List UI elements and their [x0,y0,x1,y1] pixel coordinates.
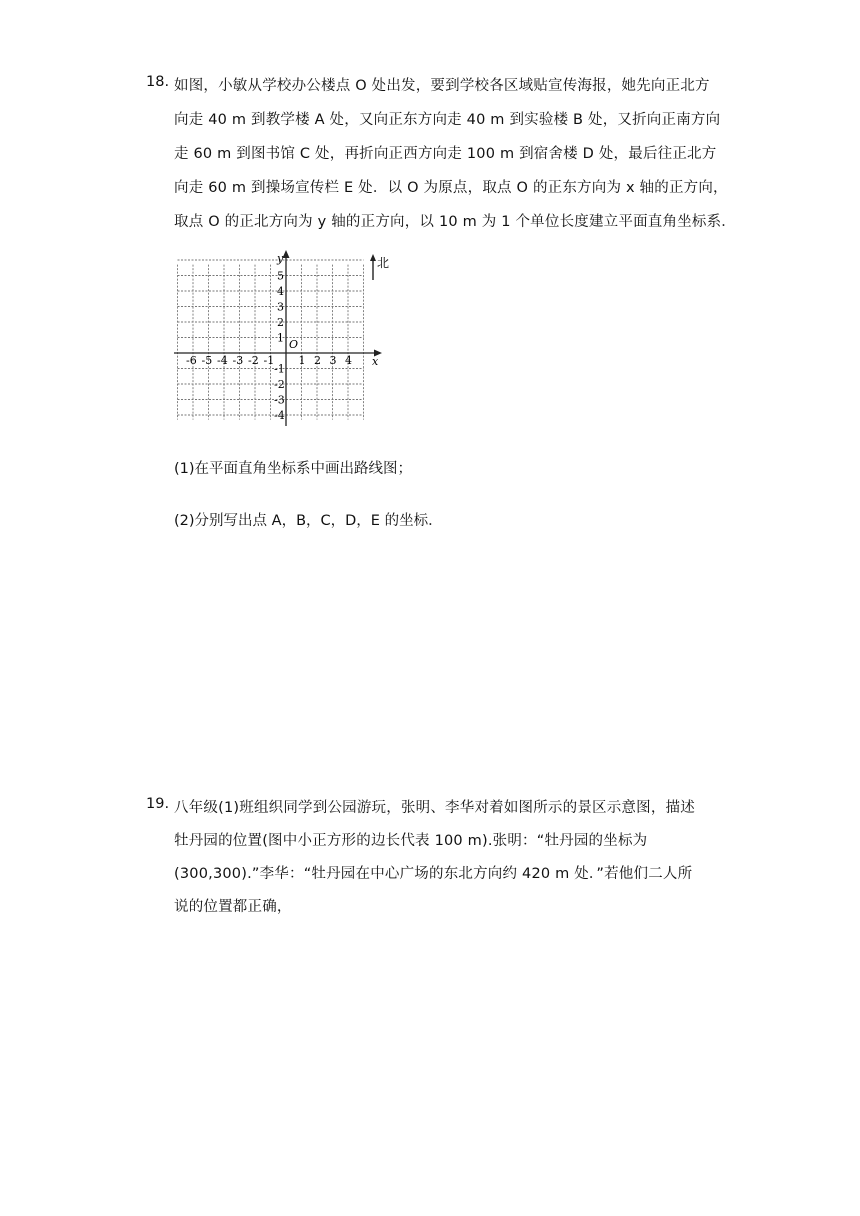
coordinate-grid-figure [170,248,400,430]
y-tick-label: 5 [277,269,284,283]
y-tick-label: 4 [277,285,284,298]
y-tick-label: -1 [274,362,285,376]
q18-text-line-2: 向走 40 m 到教学楼 A 处，又向正东方向走 40 m 到实验楼 B 处，又折向正南方向 [174,112,721,128]
x-tick-label: -4 [217,354,228,367]
q18-text-line-4: 向走 60 m 到操场宣传栏 E 处．以 O 为原点，取点 O 的正东方向为 x 轴的正方向， [174,180,728,196]
y-tick-label: 1 [277,331,284,345]
q19-text-line-1: 八年级(1)班组织同学到公园游玩，张明、李华对着如图所示的景区示意图，描述 [174,800,695,816]
coordinate-grid [170,248,400,430]
north-arrow-head-icon [370,254,376,261]
question-18-number: 18. [146,74,170,90]
x-tick-label: -6 [186,354,197,367]
x-tick-label: -3 [232,354,244,367]
y-tick-label: 2 [277,316,284,329]
x-tick-label: -5 [201,354,213,367]
question-19-number: 19. [146,796,170,812]
y-axis-label: y [277,252,284,265]
q19-text-line-2: 牡丹园的位置(图中小正方形的边长代表 100 m).张明：“牡丹园的坐标为 [174,833,648,849]
q18-subquestion-1: (1)在平面直角坐标系中画出路线图； [174,461,413,477]
q18-subquestion-2: (2)分别写出点 A，B，C，D，E 的坐标． [174,513,443,529]
q19-text-line-3: (300,300).”李华：“牡丹园在中心广场的东北方向约 420 m 处．”若他们二人所 [174,866,693,882]
y-tick-label: 3 [277,300,284,314]
x-tick-labels [186,354,352,367]
y-tick-labels [274,270,285,423]
y-tick-label: -2 [274,378,285,391]
x-axis-label: x [372,355,379,368]
x-tick-label: 4 [345,354,352,367]
origin-label: O [289,338,299,351]
north-label: 北 [377,256,390,270]
x-tick-label: 1 [298,354,306,367]
q19-text-line-4: 说的位置都正确， [174,899,292,915]
q18-text-line-5: 取点 O 的正北方向为 y 轴的正方向，以 10 m 为 1 个单位长度建立平面直角坐标系． [174,214,736,230]
x-tick-label: -1 [263,354,275,367]
x-tick-label: -2 [248,354,259,367]
y-axis-arrow [283,250,290,258]
grid-lines [178,260,364,420]
q18-text-line-3: 走 60 m 到图书馆 C 处，再折向正西方向走 100 m 到宿舍楼 D 处，最后往正北方 [174,146,717,162]
q18-text-line-1: 如图，小敏从学校办公楼点 O 处出发，要到学校各区域贴宣传海报，她先向正北方 [174,78,710,94]
y-tick-label: -4 [274,409,285,422]
x-tick-label: 2 [314,354,321,367]
y-tick-label: -3 [274,393,285,407]
x-tick-label: 3 [329,354,337,367]
